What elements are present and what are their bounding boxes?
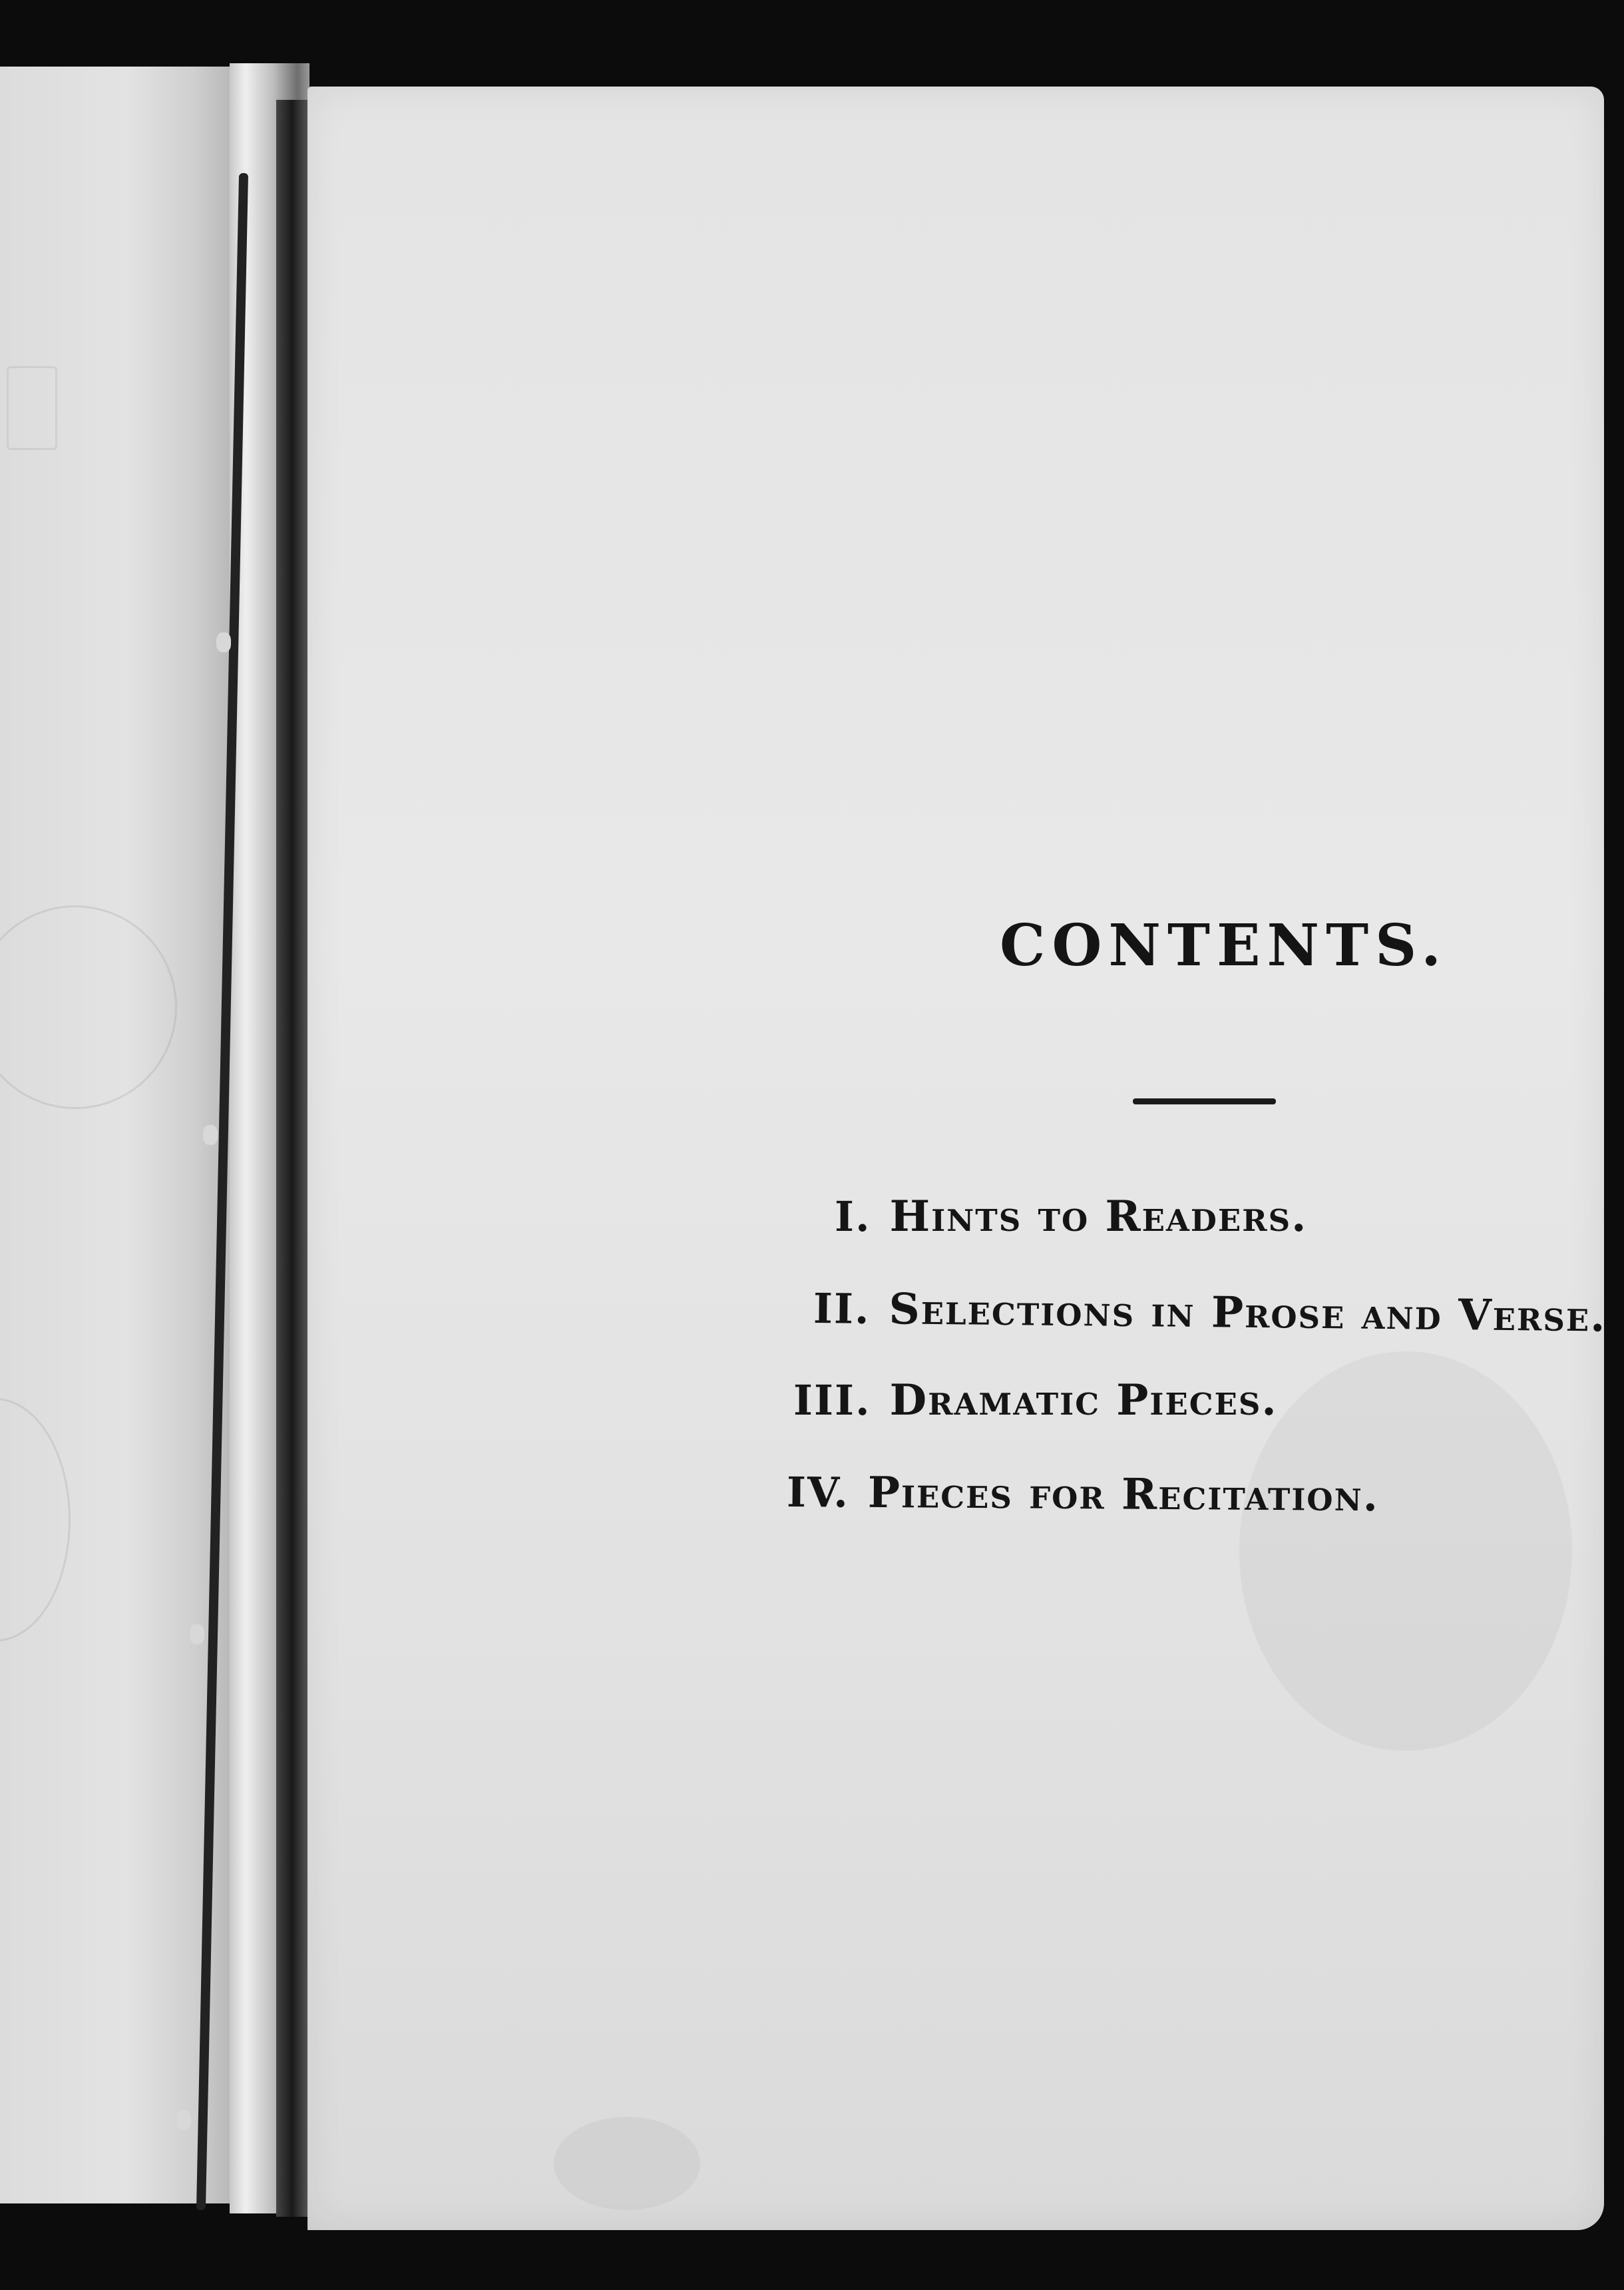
contents-entry-title: Hints to Readers. (889, 1192, 1308, 1242)
contents-heading: CONTENTS. (1000, 912, 1448, 979)
left-facing-page (0, 67, 230, 2203)
contents-entry (835, 1192, 1307, 1242)
binding-shadow (276, 100, 308, 2217)
contents-entry (813, 1283, 1607, 1341)
contents-entry-numeral: II. (813, 1284, 871, 1333)
binding-thread (216, 632, 231, 652)
contents-entry-numeral: IV. (786, 1468, 850, 1517)
contents-entry (793, 1375, 1278, 1425)
binding-thread (176, 2110, 191, 2130)
page-stain (554, 2117, 700, 2210)
binding-thread (190, 1624, 204, 1644)
faint-stamp-circle (0, 905, 177, 1109)
heading-divider-rule (1133, 1098, 1276, 1104)
contents-entry (787, 1467, 1380, 1521)
binding-thread (203, 1125, 218, 1145)
contents-entry-title: Selections in Prose and Verse. (889, 1284, 1607, 1342)
contents-entry-title: Pieces for Recitation. (867, 1467, 1380, 1522)
contents-entry-title: Dramatic Pieces. (889, 1375, 1278, 1425)
faint-bleed-through-mark (7, 366, 57, 450)
faint-stamp-circle (0, 1398, 71, 1642)
page-stain (1239, 1351, 1572, 1751)
contents-entry-numeral: III. (793, 1376, 871, 1425)
contents-entry-numeral: I. (835, 1192, 871, 1241)
contents-page (307, 87, 1607, 2230)
